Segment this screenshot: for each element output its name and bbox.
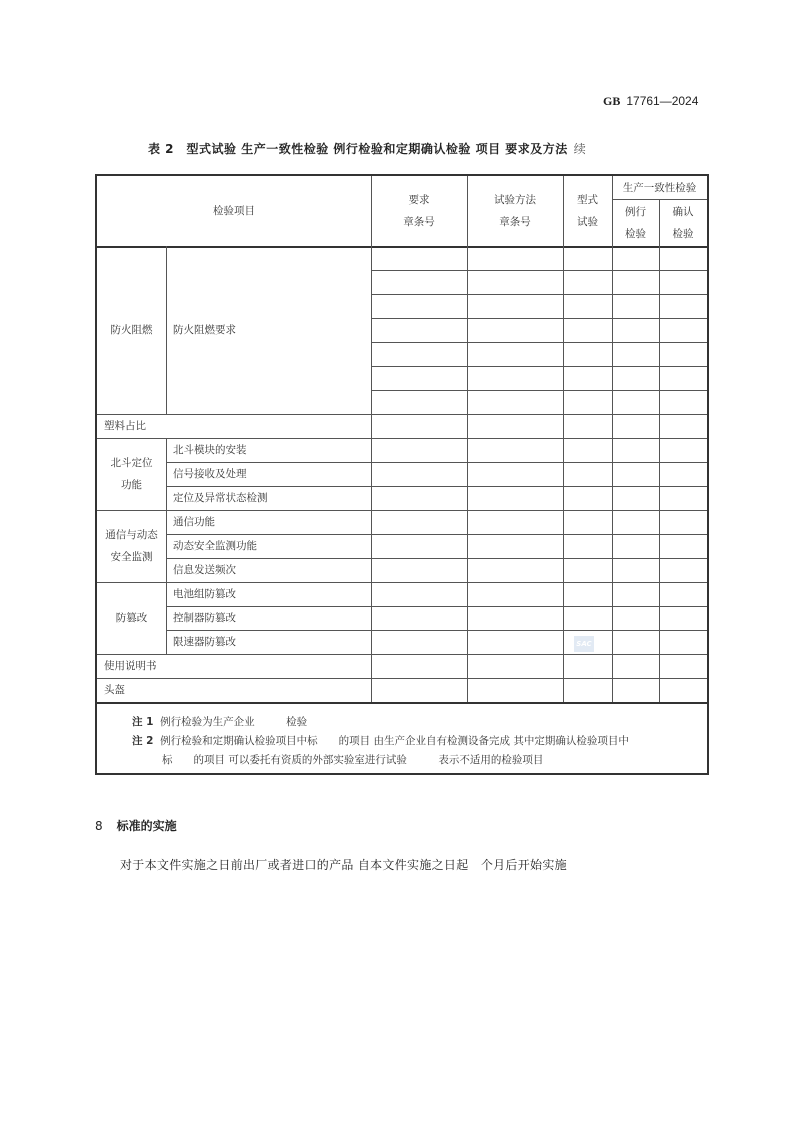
item-signal-processing: 信号接收及处理 bbox=[173, 468, 247, 480]
col-line-confirm bbox=[659, 199, 660, 703]
item-controller-tamper: 控制器防篡改 bbox=[173, 612, 236, 624]
table-title-continued: 续 bbox=[573, 142, 587, 156]
group-helmet-label: 头盔 bbox=[104, 684, 125, 696]
note-2-text: 例行检验和定期确认检验项目中标 的项目 由生产企业自有检测设备完成 其中定期确认检验项目中 bbox=[160, 735, 629, 747]
row-line bbox=[371, 342, 707, 343]
item-limiter-tamper: 限速器防篡改 bbox=[173, 636, 236, 648]
note-2-label: 注 2 bbox=[132, 735, 154, 747]
col-line-routine bbox=[612, 199, 613, 703]
section-number: 8 bbox=[95, 819, 103, 833]
header-type-line2: 试验 bbox=[577, 216, 598, 228]
header-method-line2: 章条号 bbox=[499, 216, 531, 228]
group-comm-line2: 安全监测 bbox=[110, 551, 153, 563]
header-confirm bbox=[659, 199, 707, 246]
note-2 bbox=[132, 732, 702, 751]
section-heading bbox=[95, 817, 177, 834]
table-title-text: 表 2 型式试验 生产一致性检验 例行检验和定期确认检验 项目 要求及方法 bbox=[148, 142, 568, 156]
sac-watermark: SAC bbox=[574, 636, 594, 652]
header-req bbox=[371, 176, 467, 246]
item-dynamic-monitor: 动态安全监测功能 bbox=[173, 540, 257, 552]
group-comm-label bbox=[97, 510, 166, 582]
group-beidou-line1: 北斗定位 bbox=[110, 457, 153, 469]
item-position-detection: 定位及异常状态检测 bbox=[173, 492, 268, 504]
table-title bbox=[148, 140, 586, 157]
section-title: 标准的实施 bbox=[116, 819, 177, 833]
header-routine-line1: 例行 bbox=[625, 205, 646, 218]
inspection-table bbox=[95, 174, 709, 775]
item-beidou-install: 北斗模块的安装 bbox=[173, 444, 247, 456]
item-fire-requirement: 防火阻燃要求 bbox=[173, 324, 236, 336]
row-line bbox=[371, 366, 707, 367]
row-line bbox=[371, 270, 707, 271]
note-1 bbox=[132, 713, 702, 732]
group-beidou-label bbox=[97, 438, 166, 510]
header-conformity: 生产一致性检验 bbox=[622, 181, 697, 194]
notes-top-line bbox=[97, 702, 707, 704]
header-confirm-line1: 确认 bbox=[672, 205, 694, 218]
header-type-line1: 型式 bbox=[577, 194, 598, 206]
row-line bbox=[371, 318, 707, 319]
note-2-continued: 标 的项目 可以委托有资质的外部实验室进行试验 表示不适用的检验项目 bbox=[162, 754, 544, 766]
col-line-req bbox=[371, 176, 372, 703]
header-req-line1: 要求 bbox=[408, 194, 430, 206]
table-notes bbox=[132, 713, 702, 770]
standard-prefix: GB bbox=[603, 94, 621, 108]
header-confirm-line2: 检验 bbox=[672, 227, 694, 240]
note-1-text: 例行检验为生产企业 检验 bbox=[160, 716, 308, 728]
group-comm-line1: 通信与动态 bbox=[105, 529, 158, 541]
header-routine bbox=[612, 199, 659, 246]
header-req-line2: 章条号 bbox=[403, 216, 435, 228]
header-method bbox=[467, 176, 563, 246]
group-beidou-line2: 功能 bbox=[121, 479, 142, 491]
header-type bbox=[563, 176, 612, 246]
col-line-method bbox=[467, 176, 468, 703]
group-fire-label: 防火阻燃 bbox=[110, 324, 153, 336]
note-1-label: 注 1 bbox=[132, 716, 154, 728]
group-tamper-label: 防篡改 bbox=[115, 612, 148, 624]
standard-number bbox=[603, 94, 698, 109]
col-line-type bbox=[563, 176, 564, 703]
header-item: 检验项目 bbox=[213, 205, 255, 217]
header-method-line1: 试验方法 bbox=[494, 194, 536, 206]
item-comm-function: 通信功能 bbox=[173, 516, 215, 528]
item-battery-tamper: 电池组防篡改 bbox=[173, 588, 236, 600]
row-line bbox=[371, 294, 707, 295]
item-send-frequency: 信息发送频次 bbox=[173, 564, 236, 576]
row-line bbox=[371, 390, 707, 391]
group-manual-label: 使用说明书 bbox=[104, 660, 157, 672]
header-routine-line2: 检验 bbox=[625, 227, 646, 240]
group-plastic-label: 塑料占比 bbox=[104, 420, 146, 432]
standard-code: 17761—2024 bbox=[626, 94, 699, 108]
section-body: 对于本文件实施之日前出厂或者进口的产品 自本文件实施之日起 个月后开始实施 bbox=[120, 858, 567, 872]
